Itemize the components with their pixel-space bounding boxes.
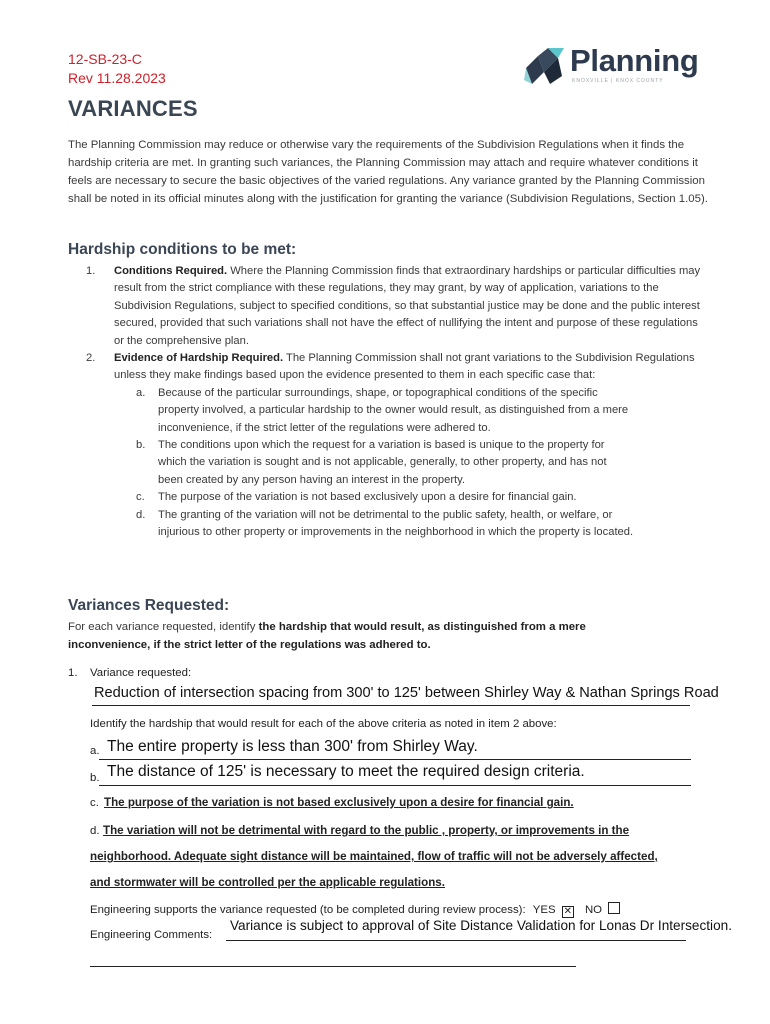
criteria-item-a bbox=[136, 385, 634, 437]
criteria-text: Because of the particular surroundings, shape, or topographical conditions of the specific property involved, a particular hardship to the owner would result, as distinguished from a mere inconvenience, if the strict letter of the regulations were adhered to. bbox=[158, 386, 629, 434]
engineering-support-label: Engineering supports the variance requested (to be completed during review process): bbox=[90, 904, 526, 916]
criteria-b-label: b. bbox=[90, 772, 100, 784]
criteria-b-line bbox=[99, 785, 691, 786]
criteria-a-line bbox=[99, 759, 691, 760]
criteria-item-d bbox=[136, 507, 634, 542]
engineering-comments-field[interactable]: Variance is subject to approval of Site Distance Validation for Lonas Dr Intersection. bbox=[230, 918, 732, 933]
identify-hardship-label: Identify the hardship that would result for each of the above criteria as noted in item 2 above: bbox=[90, 718, 557, 730]
item-number: 2. bbox=[86, 352, 96, 365]
revision-date: Rev 11.28.2023 bbox=[68, 70, 166, 86]
variance-requested-field[interactable]: Reduction of intersection spacing from 300' to 125' between Shirley Way & Nathan Springs Road bbox=[94, 685, 719, 701]
criteria-letter: b. bbox=[136, 439, 146, 452]
no-label: NO bbox=[584, 904, 603, 916]
criteria-d-field-line2[interactable]: neighborhood. Adequate sight distance will be maintained, flow of traffic will not be adversely affected, bbox=[90, 850, 658, 863]
criteria-c-label: c. bbox=[90, 797, 99, 809]
yes-label: YES bbox=[532, 904, 556, 916]
variance-item-number: 1. bbox=[68, 667, 78, 679]
planning-logo-icon bbox=[524, 46, 568, 86]
criteria-item-c bbox=[136, 489, 634, 506]
hardship-item-1 bbox=[86, 263, 706, 350]
page-title: VARIANCES bbox=[68, 96, 198, 121]
criteria-b-field[interactable]: The distance of 125' is necessary to meet the required design criteria. bbox=[107, 763, 585, 780]
criteria-d-field-line3[interactable]: and stormwater will be controlled per the applicable regulations. bbox=[90, 876, 445, 889]
hardship-list bbox=[86, 263, 706, 542]
logo-wordmark: Planning bbox=[570, 43, 699, 78]
engineering-support-row bbox=[90, 902, 620, 918]
criteria-letter: a. bbox=[136, 386, 146, 399]
criteria-a-field[interactable]: The entire property is less than 300' from Shirley Way. bbox=[107, 738, 478, 755]
item-lead: Evidence of Hardship Required. bbox=[114, 352, 284, 365]
criteria-letter: d. bbox=[136, 508, 146, 521]
yes-checkbox[interactable] bbox=[562, 906, 574, 918]
requested-intro-bold: the hardship that would result, as distinguished from a mere inconvenience, if the strict letter of the regulations was adhered to. bbox=[68, 621, 586, 651]
item-text: Where the Planning Commission finds that extraordinary hardships or particular difficulties may result from the strict compliance with these regulations, they may grant, by way of application, variations to the Subdivision Regulations, subject to specified conditions, so that substantial justice may be done and the public interest secured, provided that such variations shall not have the effect of nullifying the intent and purpose of these regulations or the comprehensive plan. bbox=[114, 265, 701, 347]
criteria-text: The conditions upon which the request for a variation is based is unique to the property for which the variation is sought and is not applicable, generally, to other property, and has not been created by any person having an interest in the property. bbox=[158, 439, 607, 486]
checkmark-x-icon: ✕ bbox=[563, 906, 572, 917]
criteria-a-label: a. bbox=[90, 745, 100, 757]
engineering-comments-line-1 bbox=[226, 940, 686, 941]
criteria-item-b bbox=[136, 437, 634, 489]
intro-paragraph: The Planning Commission may reduce or otherwise vary the requirements of the Subdivision Regulations when it finds the hardship criteria are met. In granting such variances, the Planning Commission may attach and require whatever conditions it feels are necessary to secure the basic objectives of the varied regulations. Any variance granted by the Planning Commission shall be noted in its official minutes along with the justification for granting the variance (Subdivision Regulations, Section 1.05). bbox=[68, 139, 708, 205]
no-checkbox[interactable] bbox=[608, 902, 620, 914]
document-id: 12-SB-23-C bbox=[68, 51, 142, 67]
engineering-comments-label: Engineering Comments: bbox=[90, 929, 213, 941]
variance-field-line bbox=[92, 705, 690, 706]
engineering-comments-line-2[interactable] bbox=[90, 966, 576, 967]
requested-intro-plain: For each variance requested, identify bbox=[68, 621, 259, 633]
criteria-text: The purpose of the variation is not based exclusively upon a desire for financial gain. bbox=[158, 491, 577, 504]
item-number: 1. bbox=[86, 265, 96, 277]
requested-intro bbox=[68, 618, 658, 654]
variances-requested-heading: Variances Requested: bbox=[68, 597, 230, 614]
criteria-letter: c. bbox=[136, 491, 145, 504]
criteria-text: The granting of the variation will not be detrimental to the public safety, health, or welfare, or injurious to other property or improvements in the neighborhood in which the property is located. bbox=[158, 508, 634, 539]
hardship-item-2 bbox=[86, 350, 706, 385]
item-text: The Planning Commission shall not grant variations to the Subdivision Regulations unless they make findings based upon the evidence presented to them in each specific case that: bbox=[114, 352, 695, 382]
item-lead: Conditions Required. bbox=[114, 265, 228, 277]
criteria-d-field-line1[interactable]: The variation will not be detrimental with regard to the public , property, or improvements in the bbox=[103, 824, 630, 837]
criteria-list bbox=[86, 385, 634, 542]
criteria-d-label: d. bbox=[90, 825, 100, 837]
document-id-block bbox=[68, 50, 166, 88]
criteria-c-field[interactable]: The purpose of the variation is not based exclusively upon a desire for financial gain. bbox=[104, 796, 574, 809]
logo-subtitle: KNOXVILLE | KNOX COUNTY bbox=[572, 78, 664, 84]
planning-logo bbox=[524, 44, 714, 90]
variance-requested-label: Variance requested: bbox=[90, 667, 192, 679]
hardship-heading: Hardship conditions to be met: bbox=[68, 241, 297, 258]
